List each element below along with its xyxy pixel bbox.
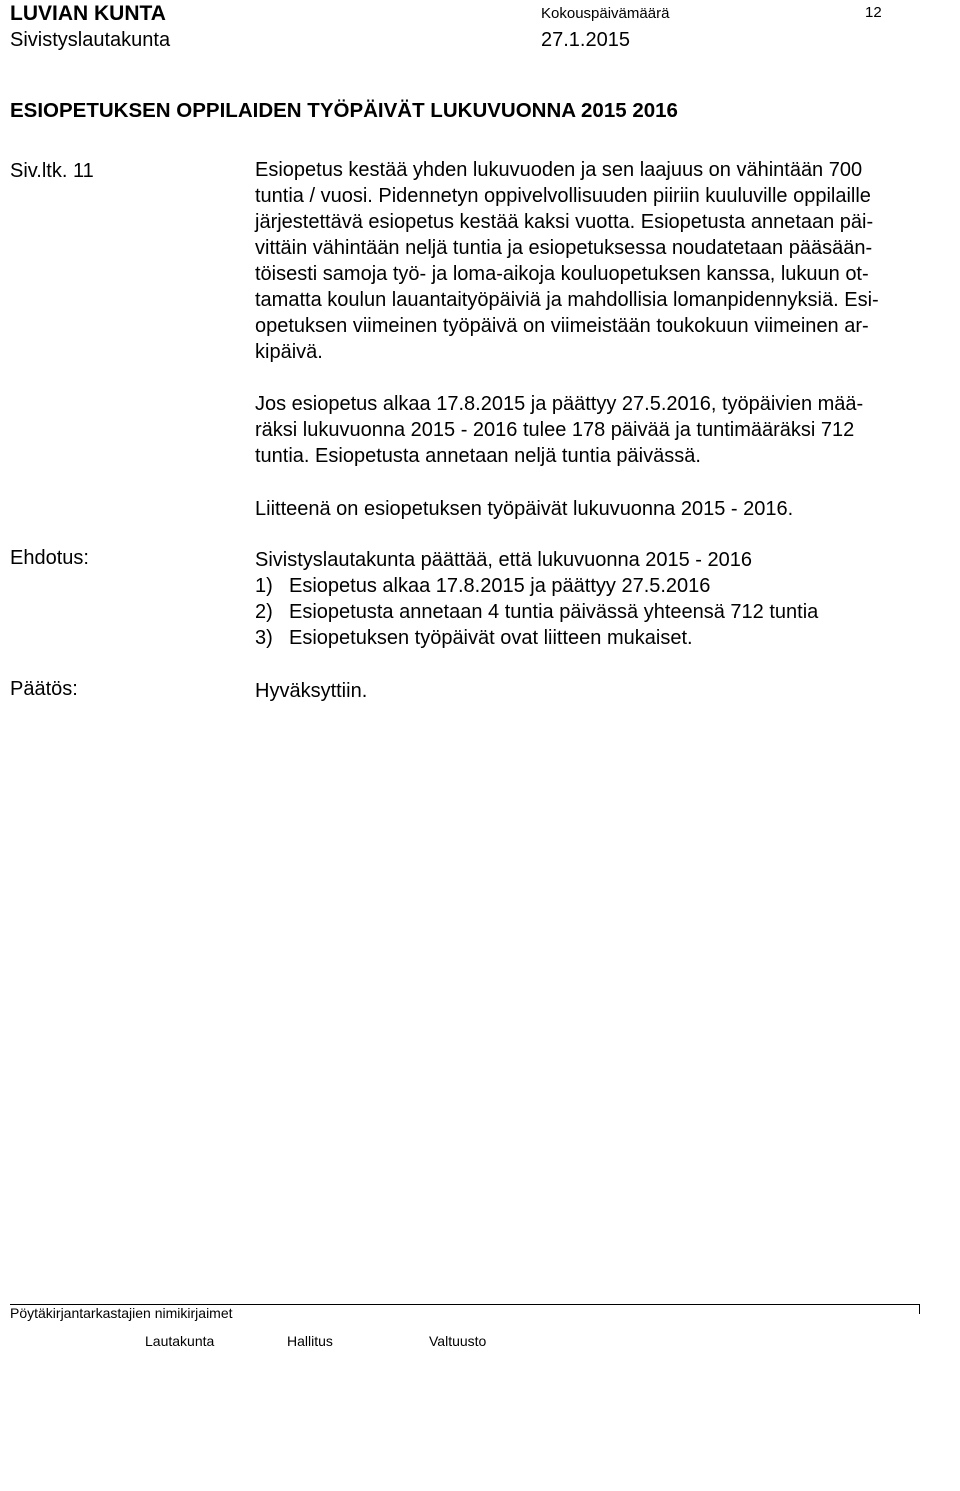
paragraph-schedule [255,391,863,469]
paragraph-line: tuntia. Esiopetusta annetaan neljä tuntia päivässä. [255,445,701,467]
proposal-item-text: Esiopetus alkaa 17.8.2015 ja päättyy 27.5.2016 [289,575,711,597]
organization-name: LUVIAN KUNTA [10,2,166,25]
paragraph-line: töisesti samoja työ- ja loma-aikoja kouluopetuksen kanssa, lukuun ot- [255,263,869,285]
section-reference: Siv.ltk. 11 [10,160,94,182]
proposal-item-text: Esiopetuksen työpäivät ovat liitteen mukaiset. [289,627,693,649]
proposal-item-text: Esiopetusta annetaan 4 tuntia päivässä yhteensä 712 tuntia [289,601,819,623]
footer-initials-lautakunta: Lautakunta [145,1333,215,1349]
document-title: ESIOPETUKSEN OPPILAIDEN TYÖPÄIVÄT LUKUVUONNA 2015 2016 [10,99,678,122]
proposal-label: Ehdotus: [10,547,89,569]
paragraph-intro [255,157,879,365]
proposal-item [255,625,818,651]
paragraph-line: tamatta koulun lauantaityöpäiviä ja mahdollisia lomanpidennyksiä. Esi- [255,289,879,311]
paragraph-line: järjestettävä esiopetus kestää kaksi vuotta. Esiopetusta annetaan päi- [255,211,874,233]
paragraph-attachment: Liitteenä on esiopetuksen työpäivät lukuvuonna 2015 - 2016. [255,498,794,520]
paragraph-line: kipäivä. [255,341,323,363]
paragraph-line: Esiopetus kestää yhden lukuvuoden ja sen laajuus on vähintään 700 [255,159,863,181]
footer-rule-tick [919,1304,920,1314]
proposal-item-number: 3) [255,627,273,649]
footer-initials-valtuusto: Valtuusto [429,1333,487,1349]
page-number: 12 [865,4,882,21]
meeting-date: 27.1.2015 [541,29,630,51]
proposal-content [255,547,818,651]
footer-initials-hallitus: Hallitus [287,1333,333,1349]
paragraph-line: tuntia / vuosi. Pidennetyn oppivelvollisuuden piiriin kuuluville oppilaille [255,185,871,207]
board-name: Sivistyslautakunta [10,29,171,51]
paragraph-line: räksi lukuvuonna 2015 - 2016 tulee 178 päivää ja tuntimääräksi 712 [255,419,855,441]
paragraph-line: opetuksen viimeinen työpäivä on viimeistään toukokuun viimeinen ar- [255,315,869,337]
proposal-item-number: 2) [255,601,273,623]
proposal-intro: Sivistyslautakunta päättää, että lukuvuonna 2015 - 2016 [255,549,753,571]
proposal-item [255,599,818,625]
footer-title: Pöytäkirjantarkastajien nimikirjaimet [10,1305,233,1321]
proposal-item [255,573,818,599]
proposal-item-number: 1) [255,575,273,597]
meeting-date-label: Kokouspäivämäärä [541,5,670,22]
paragraph-line: Jos esiopetus alkaa 17.8.2015 ja päättyy 27.5.2016, työpäivien mää- [255,393,864,415]
decision-label: Päätös: [10,678,78,700]
decision-text: Hyväksyttiin. [255,680,368,702]
paragraph-line: vittäin vähintään neljä tuntia ja esiopetuksessa noudatetaan pääsään- [255,237,873,259]
